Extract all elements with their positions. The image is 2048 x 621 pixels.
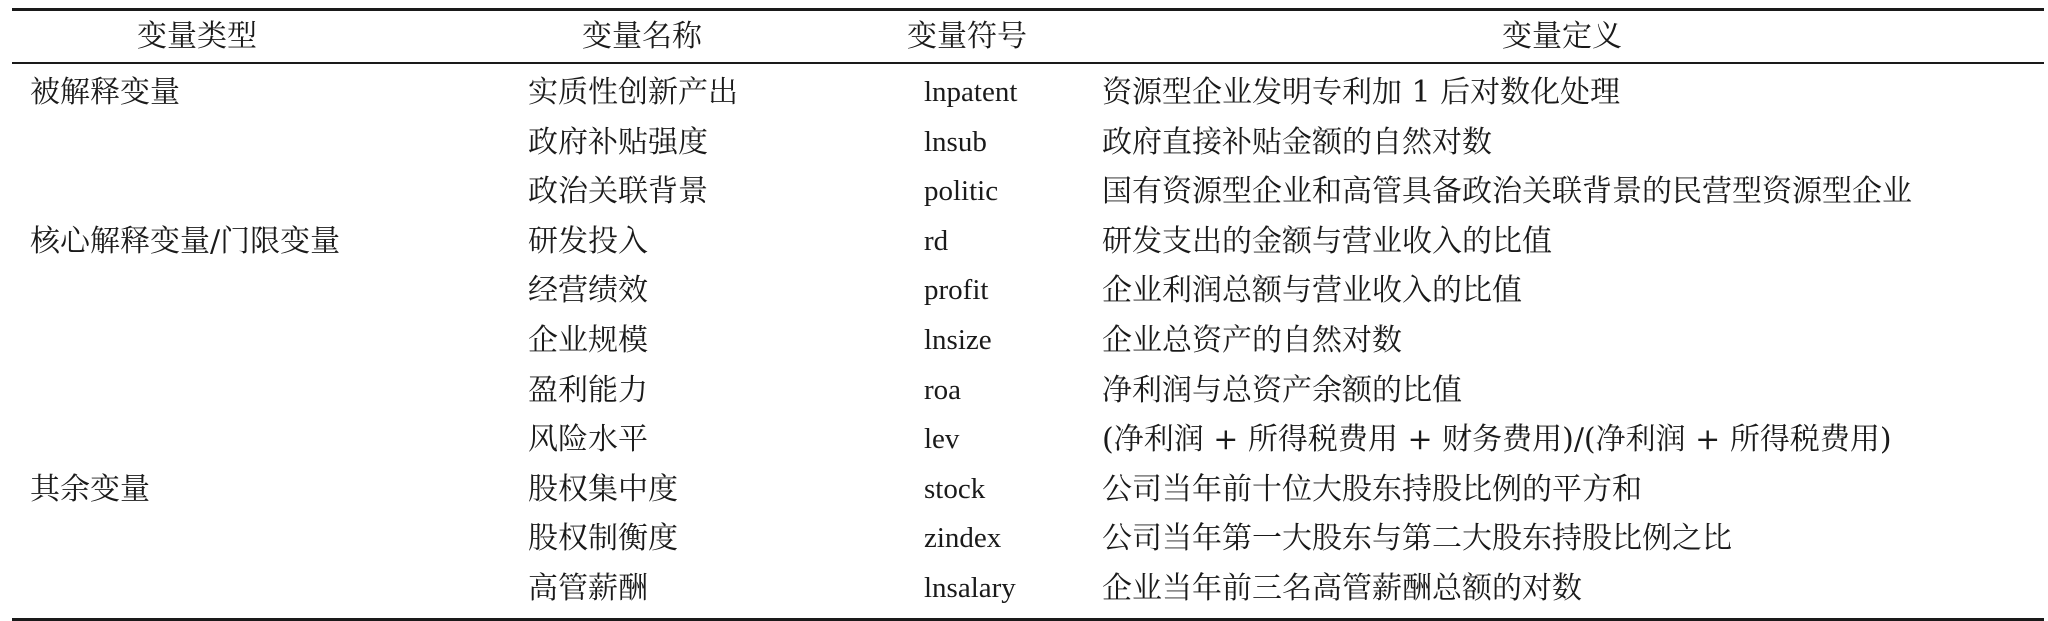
table-row xyxy=(12,514,2044,564)
variable-symbol: zindex xyxy=(924,522,1002,555)
variable-definition: 企业当年前三名高管薪酬总额的对数 xyxy=(1102,570,1582,606)
variable-definition: 资源型企业发明专利加 1 后对数化处理 xyxy=(1102,75,1621,110)
variable-symbol: lnsize xyxy=(924,323,992,356)
header-variable-name: 变量名称 xyxy=(582,19,702,54)
table-row xyxy=(12,415,2044,465)
variable-definition: 净利润与总资产余额的比值 xyxy=(1102,372,1462,408)
variable-name: 风险水平 xyxy=(528,422,648,458)
variable-definition: 企业利润总额与营业收入的比值 xyxy=(1102,273,1522,309)
table-body xyxy=(12,64,2044,618)
variable-definition: 政府直接补贴金额的自然对数 xyxy=(1102,124,1492,160)
variable-definition: (净利润 + 所得税费用 + 财务费用)/(净利润 + 所得税费用) xyxy=(1102,422,1892,458)
table-row xyxy=(12,266,2044,316)
variable-name: 政治关联背景 xyxy=(528,174,708,210)
variable-symbol: roa xyxy=(924,373,962,406)
header-variable-symbol: 变量符号 xyxy=(907,19,1027,54)
variable-name: 研发投入 xyxy=(528,223,648,259)
variable-type: 核心解释变量/门限变量 xyxy=(30,223,341,259)
variable-definition: 企业总资产的自然对数 xyxy=(1102,322,1402,358)
variable-symbol: lnpatent xyxy=(924,76,1018,108)
variable-name: 高管薪酬 xyxy=(528,570,648,606)
variable-definition: 公司当年前十位大股东持股比例的平方和 xyxy=(1102,471,1642,507)
table-row xyxy=(12,167,2044,217)
variable-definition: 公司当年第一大股东与第二大股东持股比例之比 xyxy=(1102,521,1732,557)
variable-name: 政府补贴强度 xyxy=(528,124,708,160)
table-row xyxy=(12,118,2044,168)
variable-name: 盈利能力 xyxy=(528,372,648,408)
bottom-rule xyxy=(12,618,2044,621)
variable-definition: 国有资源型企业和高管具备政治关联背景的民营型资源型企业 xyxy=(1102,174,1912,210)
header-variable-definition: 变量定义 xyxy=(1502,19,1622,54)
table-row xyxy=(12,68,2044,118)
variable-name: 股权制衡度 xyxy=(528,521,678,557)
variable-definition-table xyxy=(12,8,2044,621)
variable-name: 实质性创新产出 xyxy=(528,75,738,110)
table-row xyxy=(12,217,2044,267)
table-row xyxy=(12,564,2044,614)
variable-symbol: profit xyxy=(924,274,989,307)
variable-symbol: lnsalary xyxy=(924,571,1016,604)
header-row xyxy=(12,11,2044,62)
variable-name: 股权集中度 xyxy=(528,471,678,507)
table-row xyxy=(12,316,2044,366)
header-variable-type: 变量类型 xyxy=(137,19,257,54)
variable-name: 企业规模 xyxy=(528,322,648,358)
table-row xyxy=(12,465,2044,515)
table-row xyxy=(12,366,2044,416)
variable-symbol: stock xyxy=(924,472,986,505)
variable-type: 被解释变量 xyxy=(30,75,180,110)
variable-symbol: lev xyxy=(924,423,960,456)
variable-symbol: lnsub xyxy=(924,125,987,158)
variable-definition: 研发支出的金额与营业收入的比值 xyxy=(1102,223,1552,259)
variable-name: 经营绩效 xyxy=(528,273,648,309)
variable-type: 其余变量 xyxy=(30,471,150,507)
variable-symbol: politic xyxy=(924,175,999,208)
variable-symbol: rd xyxy=(924,224,949,257)
